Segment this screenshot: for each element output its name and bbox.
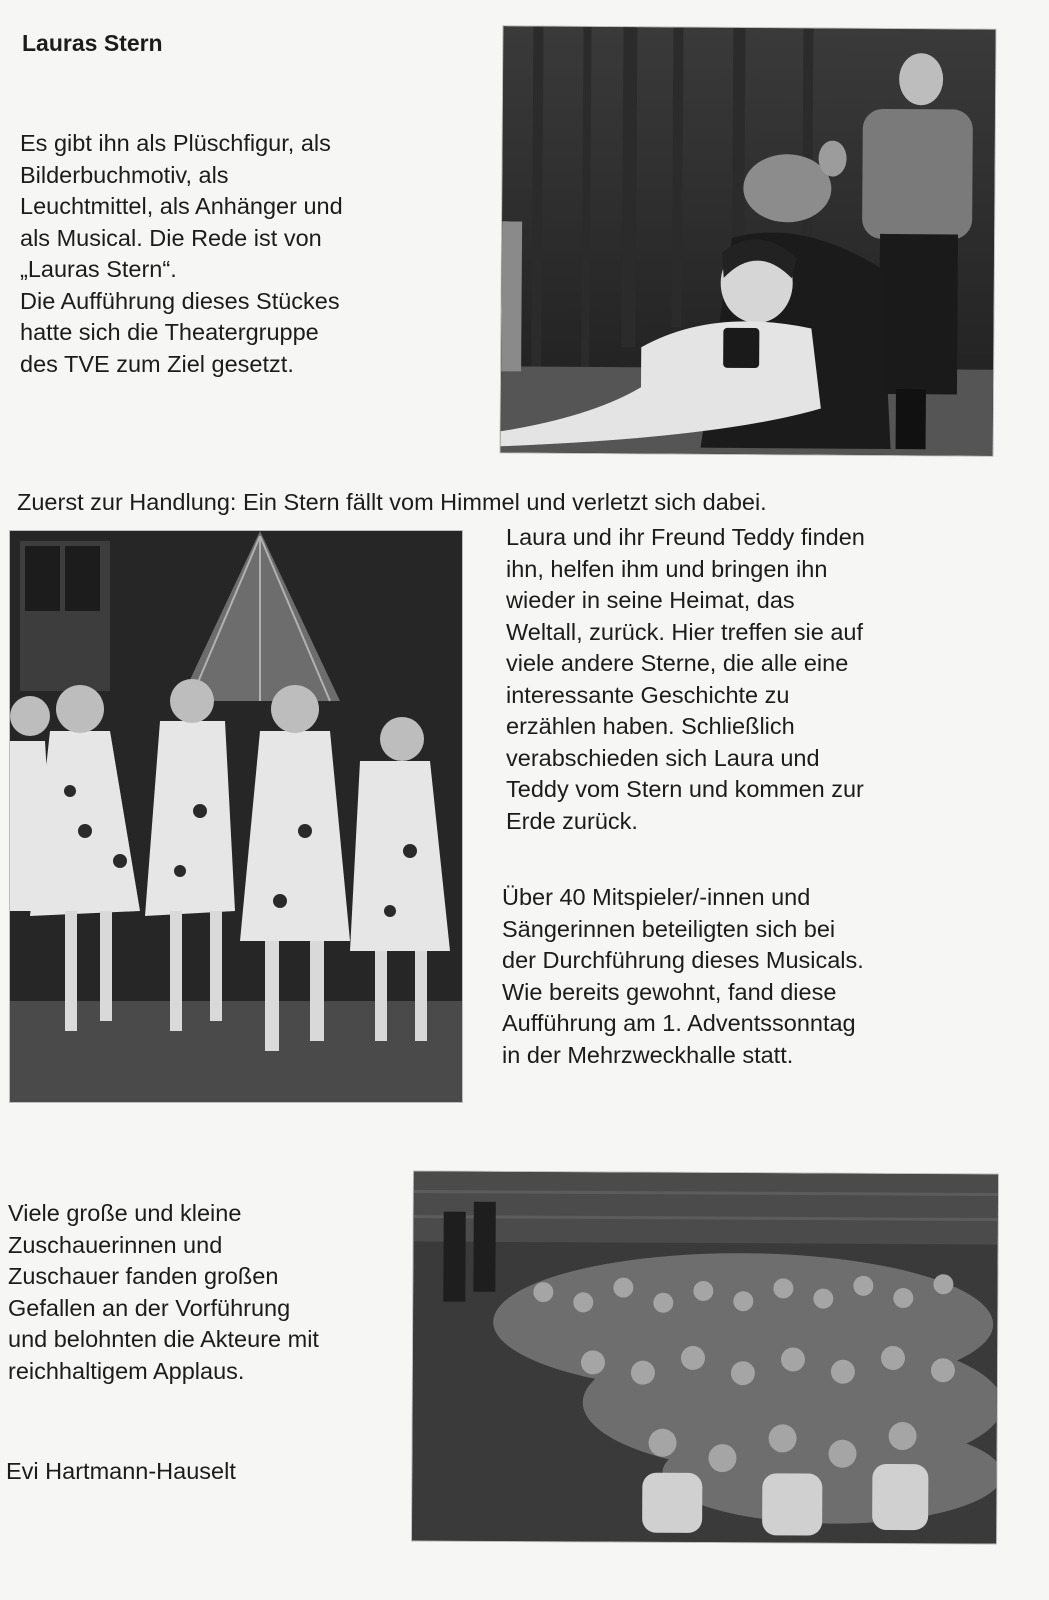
paragraph-lead: Zuerst zur Handlung: Ein Stern fällt vom Himmel und verletzt sich dabei. bbox=[17, 489, 767, 515]
audience-photo-icon bbox=[412, 1171, 998, 1543]
stage-photo-icon bbox=[501, 26, 996, 455]
audience-photo bbox=[412, 1171, 998, 1543]
paragraph-story: Laura und ihr Freund Teddy finden ihn, helfen ihm und bringen ihn wieder in seine Heimat, das Weltall, zurück. Hier treffen sie auf viele andere Sterne, die alle eine interessante Geschichte zu erzählen haben. Schließlich verabschieden sich Laura und Teddy vom Stern und kommen zur Erde zurück. bbox=[506, 524, 865, 834]
paragraph-cast: Über 40 Mitspieler/-innen und Sängerinnen beteiligten sich bei der Durchführung dieses Musicals. Wie bereits gewohnt, fand diese Aufführung am 1. Adventssonntag in der Mehrzweckhalle statt. bbox=[502, 884, 864, 1068]
paragraph-intro: Es gibt ihn als Plüschfigur, als Bilderbuchmotiv, als Leuchtmittel, als Anhänger und als Musical. Die Rede ist von „Lauras Stern“. Die Aufführung dieses Stückes hatte sich die Theatergruppe des TVE zum Ziel gesetzt. bbox=[20, 130, 343, 377]
paragraph-audience: Viele große und kleine Zuschauerinnen und Zuschauer fanden großen Gefallen an der Vorführung und belohnten die Akteure mit reichhaltigem Applaus. bbox=[8, 1200, 319, 1384]
article-title: Lauras Stern bbox=[22, 30, 163, 56]
dance-photo-icon bbox=[10, 531, 462, 1102]
author-name: Evi Hartmann-Hauselt bbox=[6, 1458, 236, 1484]
stage-photo bbox=[501, 26, 996, 455]
dance-photo bbox=[10, 531, 462, 1102]
